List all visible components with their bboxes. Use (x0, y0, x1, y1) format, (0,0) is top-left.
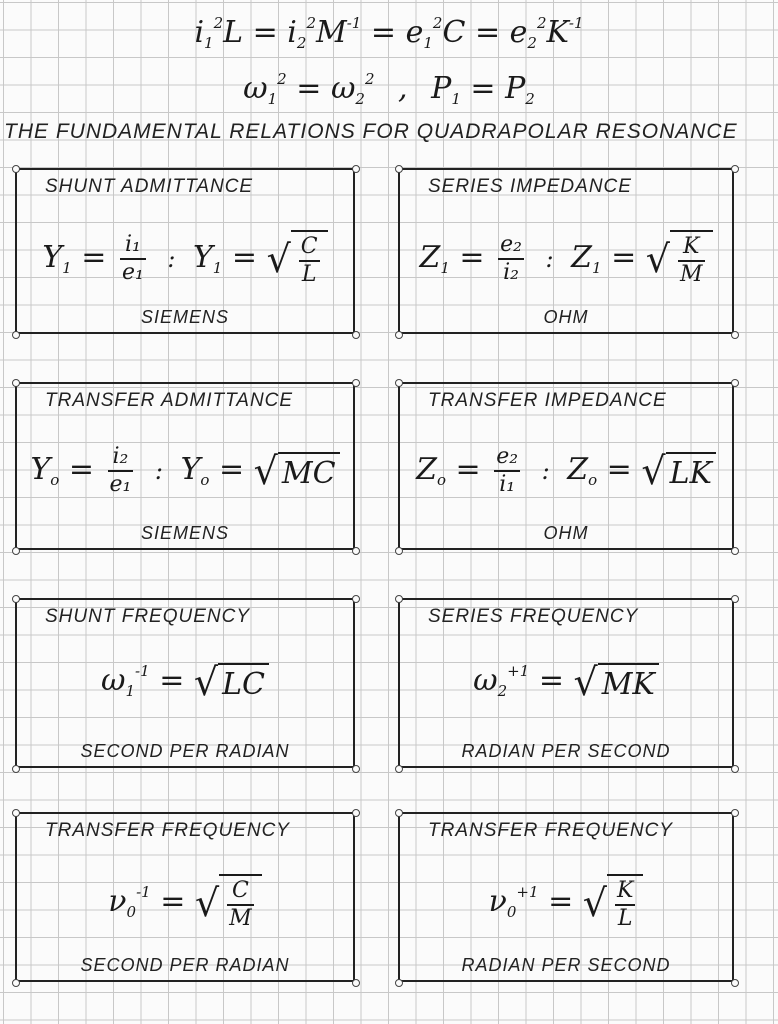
formula-lhs-sub: 1 (62, 259, 72, 277)
eq1-term3-base: e (405, 15, 424, 50)
shunt-frequency-box (15, 598, 355, 768)
formula-equals: = (81, 240, 107, 275)
formula-equals2: = (218, 452, 245, 487)
radicand: LC (218, 663, 269, 702)
radicand-numerator: C (299, 234, 320, 262)
eq1-term1-base: i (194, 15, 205, 50)
radicand (291, 230, 328, 288)
fraction-denominator: e₁ (121, 260, 144, 285)
radicand-denominator: L (301, 262, 317, 287)
box-unit: SIEMENS (140, 523, 230, 543)
radicand: MK (598, 663, 659, 702)
eq2-omega-1: ω (243, 71, 268, 106)
formula-equals: = (160, 884, 186, 919)
page-title: THE FUNDAMENTAL RELATIONS FOR QUADRAPOLAR RESONANCE (4, 120, 738, 143)
radicand (670, 230, 713, 288)
eq1-term4-sub: 2 (527, 34, 537, 52)
box-corner-marker (731, 595, 739, 603)
box-corner-marker (731, 379, 739, 387)
box-unit: SIEMENS (140, 307, 230, 327)
radicand-denominator: M (680, 262, 703, 287)
formula-fraction (494, 444, 520, 498)
formula-separator: : (545, 245, 554, 273)
formula-lhs: ν (488, 884, 507, 919)
box-corner-marker (352, 809, 360, 817)
eq1-term1-var: L (223, 15, 244, 50)
box-formula (17, 444, 353, 498)
formula-lhs: ω (473, 663, 498, 698)
box-title: SERIES IMPEDANCE (428, 176, 632, 197)
box-formula (400, 230, 732, 288)
eq2-omega-2-sup: 2 (364, 70, 375, 88)
radicand: LK (666, 452, 716, 491)
eq2-power-1-sub: 1 (451, 90, 461, 108)
header-equation-frequencies-powers (0, 70, 778, 108)
formula-lhs2-sub: 1 (212, 259, 223, 277)
eq1-term1-sub: 1 (204, 34, 214, 52)
eq2-power-2-sub: 2 (525, 90, 535, 108)
radicand: MC (278, 452, 340, 491)
eq1-term4-var: K (546, 15, 569, 50)
fraction-denominator: i₂ (503, 260, 519, 285)
box-corner-marker (352, 595, 360, 603)
box-formula (17, 660, 353, 704)
eq2-equals-b: = (470, 71, 496, 106)
eq1-term2-sup: 2 (306, 14, 316, 32)
eq1-term2-sub: 2 (296, 34, 307, 52)
box-title: TRANSFER FREQUENCY (428, 820, 673, 841)
radicand (219, 874, 262, 932)
box-corner-marker (352, 165, 360, 173)
formula-equals: = (159, 663, 185, 698)
formula-separator: : (154, 457, 164, 485)
box-title: SERIES FREQUENCY (428, 606, 639, 627)
box-corner-marker (731, 547, 739, 555)
formula-lhs-sub: 0 (126, 903, 137, 921)
transfer-frequency-box-right (398, 812, 734, 982)
formula-lhs2: Z (571, 240, 592, 275)
transfer-impedance-box (398, 382, 734, 550)
formula-lhs2-sub: 1 (592, 259, 602, 277)
formula-lhs-sup: +1 (516, 883, 539, 901)
box-corner-marker (731, 979, 739, 987)
formula-lhs2-sub: o (588, 471, 598, 489)
eq2-omega-1-sup: 2 (277, 70, 287, 88)
box-title: TRANSFER IMPEDANCE (428, 390, 667, 411)
formula-lhs-sub: 2 (497, 682, 508, 700)
formula-separator: : (167, 245, 176, 273)
box-corner-marker (352, 765, 360, 773)
box-unit: RADIAN PER SECOND (461, 955, 671, 975)
radicand-numerator: K (615, 878, 635, 906)
formula-equals2: = (606, 452, 632, 487)
formula-lhs: ω (101, 663, 126, 698)
eq2-comma: , (398, 71, 408, 106)
radicand-numerator: C (227, 878, 254, 906)
formula-lhs: Z (416, 452, 437, 487)
eq1-term1-sup: 2 (213, 14, 224, 32)
eq2-omega-2: ω (330, 71, 356, 106)
radicand-fraction (299, 234, 320, 288)
box-corner-marker (395, 765, 403, 773)
transfer-admittance-box (15, 382, 355, 550)
radicand-numerator: K (678, 234, 705, 262)
fraction-denominator: e₁ (109, 472, 132, 497)
formula-lhs-sup: +1 (507, 662, 530, 680)
radicand (607, 874, 643, 932)
fraction-numerator: e₂ (494, 444, 520, 472)
eq1-term4-sup: 2 (536, 14, 547, 32)
box-formula (400, 660, 732, 704)
eq1-equals-b: = (370, 15, 397, 50)
eq1-term2-var-sup: -1 (346, 14, 362, 32)
radicand-fraction (615, 878, 635, 932)
square-root-icon: √ (194, 881, 220, 925)
formula-lhs-sub: 1 (125, 682, 136, 700)
box-formula (17, 874, 353, 932)
eq1-term3-sub: 1 (423, 34, 433, 52)
radicand-denominator: L (617, 906, 633, 931)
box-corner-marker (12, 809, 20, 817)
box-corner-marker (12, 595, 20, 603)
series-frequency-box (398, 598, 734, 768)
formula-equals: = (538, 663, 564, 698)
box-corner-marker (731, 809, 739, 817)
formula-equals: = (455, 452, 481, 487)
box-title: SHUNT ADMITTANCE (45, 176, 254, 197)
box-corner-marker (12, 331, 20, 339)
square-root-icon: √ (573, 660, 598, 704)
transfer-frequency-box-left (15, 812, 355, 982)
box-formula (17, 230, 353, 288)
eq2-omega-2-sub: 2 (355, 90, 365, 108)
formula-equals2: = (231, 240, 258, 275)
box-corner-marker (395, 331, 403, 339)
box-corner-marker (395, 809, 403, 817)
formula-lhs: Y (42, 240, 63, 275)
box-corner-marker (352, 979, 360, 987)
box-unit: OHM (543, 307, 589, 327)
box-corner-marker (395, 979, 403, 987)
square-root-icon: √ (266, 237, 291, 281)
box-title: TRANSFER ADMITTANCE (45, 390, 294, 411)
box-corner-marker (12, 547, 20, 555)
radicand-fraction (227, 878, 254, 932)
box-corner-marker (395, 165, 403, 173)
box-title: SHUNT FREQUENCY (45, 606, 251, 627)
formula-lhs-sup: -1 (136, 883, 151, 901)
formula-equals2: = (611, 240, 637, 275)
eq2-equals-a: = (296, 71, 322, 106)
series-impedance-box (398, 168, 734, 334)
formula-fraction (120, 232, 146, 286)
formula-lhs-sub: 0 (506, 903, 517, 921)
box-unit: OHM (543, 523, 589, 543)
formula-equals: = (68, 452, 94, 487)
formula-lhs2: Y (180, 452, 201, 487)
box-corner-marker (352, 547, 360, 555)
square-root-icon: √ (193, 660, 219, 704)
box-formula (400, 874, 732, 932)
formula-lhs-sub: o (50, 471, 60, 489)
formula-fraction (498, 232, 524, 286)
header-equation-currents-voltages (0, 14, 778, 52)
formula-lhs: ν (108, 884, 127, 919)
eq1-term3-sup: 2 (432, 14, 443, 32)
formula-lhs: Y (30, 452, 51, 487)
eq2-power-1: P (431, 71, 452, 106)
fraction-numerator: i₂ (108, 444, 134, 472)
formula-equals: = (459, 240, 485, 275)
square-root-icon: √ (641, 449, 666, 493)
formula-equals: = (548, 884, 574, 919)
shunt-admittance-box (15, 168, 355, 334)
formula-lhs-sub: 1 (440, 259, 450, 277)
square-root-icon: √ (645, 237, 670, 281)
eq1-equals-c: = (474, 15, 501, 50)
box-corner-marker (12, 165, 20, 173)
box-corner-marker (12, 765, 20, 773)
eq1-equals-a: = (252, 15, 278, 50)
formula-fraction (108, 444, 134, 498)
formula-lhs: Z (419, 240, 441, 275)
box-corner-marker (12, 979, 20, 987)
eq1-term2-base: i (287, 15, 297, 50)
box-corner-marker (395, 379, 403, 387)
box-unit: SECOND PER RADIAN (80, 741, 290, 761)
eq2-power-2: P (505, 71, 526, 106)
box-corner-marker (395, 547, 403, 555)
box-corner-marker (12, 379, 20, 387)
radicand-denominator: M (229, 906, 252, 931)
box-unit: RADIAN PER SECOND (461, 741, 671, 761)
box-formula (400, 444, 732, 498)
eq1-term3-var: C (442, 15, 466, 50)
box-corner-marker (731, 165, 739, 173)
eq1-term4-var-sup: -1 (568, 14, 584, 32)
eq1-term2-var: M (316, 15, 347, 50)
formula-lhs-sup: -1 (135, 662, 150, 680)
formula-separator: : (541, 457, 550, 485)
square-root-icon: √ (253, 449, 278, 493)
formula-lhs2-sub: o (200, 471, 210, 489)
box-corner-marker (352, 379, 360, 387)
box-corner-marker (731, 765, 739, 773)
eq1-term4-base: e (509, 15, 528, 50)
box-corner-marker (395, 595, 403, 603)
box-title: TRANSFER FREQUENCY (45, 820, 290, 841)
fraction-numerator: i₁ (120, 232, 146, 260)
square-root-icon: √ (582, 881, 607, 925)
box-corner-marker (731, 331, 739, 339)
fraction-numerator: e₂ (498, 232, 524, 260)
formula-lhs-sub: o (436, 471, 446, 489)
box-corner-marker (352, 331, 360, 339)
radicand-fraction (678, 234, 705, 288)
formula-lhs2: Y (192, 240, 213, 275)
formula-lhs2: Z (567, 452, 589, 487)
box-unit: SECOND PER RADIAN (80, 955, 290, 975)
fraction-denominator: i₁ (499, 472, 516, 497)
eq2-omega-1-sub: 1 (267, 90, 278, 108)
